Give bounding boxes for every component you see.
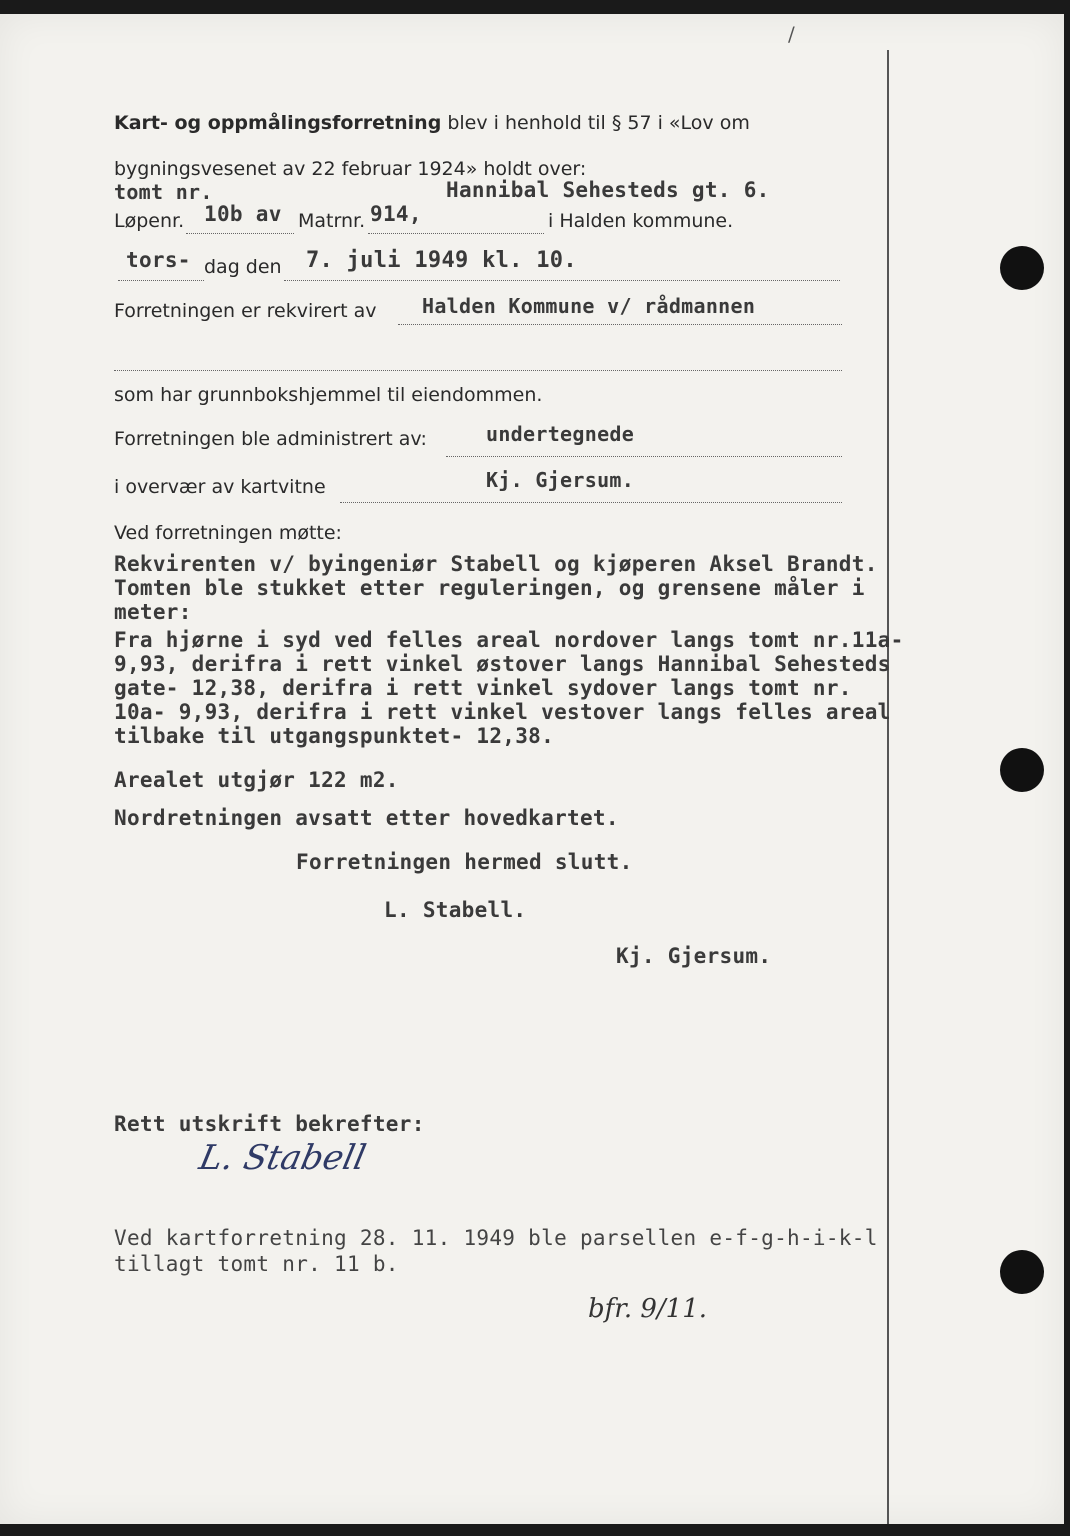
body-line-3: meter: xyxy=(114,600,192,624)
areal-line: Arealet utgjør 122 m2. xyxy=(114,768,399,792)
blank-line-dots xyxy=(114,370,842,371)
kartvitne-value: Kj. Gjersum. xyxy=(486,468,635,492)
punch-hole-middle xyxy=(1000,748,1044,792)
administrert-value: undertegnede xyxy=(486,422,635,446)
signature-typed-1: L. Stabell. xyxy=(384,898,527,922)
matrnr-value: 914, xyxy=(370,202,422,226)
administrert-label: Forretningen ble administrert av: xyxy=(114,428,427,450)
signature-typed-2: Kj. Gjersum. xyxy=(616,944,772,968)
pencil-note: bfr. 9/11. xyxy=(588,1294,708,1324)
body-line-6: gate- 12,38, derifra i rett vinkel sydover langs tomt nr. xyxy=(114,676,852,700)
date-value: 7. juli 1949 kl. 10. xyxy=(306,248,577,273)
lopenr-value: 10b av xyxy=(204,202,282,226)
document-page xyxy=(0,14,1064,1524)
tomt-address: Hannibal Sehesteds gt. 6. xyxy=(446,178,770,202)
certification-label: Rett utskrift bekrefter: xyxy=(114,1112,425,1136)
rekvirert-label: Forretningen er rekvirert av xyxy=(114,300,377,322)
body-line-1: Rekvirenten v/ byingeniør Stabell og kjøperen Aksel Brandt. xyxy=(114,552,878,576)
grunnbok-label: som har grunnbokshjemmel til eiendommen. xyxy=(114,384,543,406)
form-heading-rest: blev i henhold til § 57 i «Lov om xyxy=(447,112,750,134)
handwritten-signature: L. Stabell xyxy=(195,1138,370,1178)
note-line-2: tillagt tomt nr. 11 b. xyxy=(114,1252,399,1276)
margin-rule xyxy=(887,50,889,1524)
form-heading xyxy=(114,112,750,134)
lopenr-dots xyxy=(186,233,294,234)
body-line-5: 9,93, derifra i rett vinkel østover langs Hannibal Sehesteds xyxy=(114,652,891,676)
tomt-nr-label: tomt nr. xyxy=(114,180,213,204)
day-dots xyxy=(118,280,204,281)
form-heading-bold: Kart- og oppmålingsforretning xyxy=(114,112,442,134)
note-line-1: Ved kartforretning 28. 11. 1949 ble parsellen e-f-g-h-i-k-l xyxy=(114,1226,878,1250)
nordretning-line: Nordretningen avsatt etter hovedkartet. xyxy=(114,806,619,830)
body-line-7: 10a- 9,93, derifra i rett vinkel vestover langs felles areal xyxy=(114,700,891,724)
kartvitne-label: i overvær av kartvitne xyxy=(114,476,326,498)
matrnr-label: Matrnr. xyxy=(298,210,366,232)
kartvitne-dots xyxy=(340,502,842,503)
form-line-2: bygningsvesenet av 22 februar 1924» holdt over: xyxy=(114,158,587,180)
pen-mark: / xyxy=(788,22,795,46)
body-line-4: Fra hjørne i syd ved felles areal nordover langs tomt nr.11a- xyxy=(114,628,904,652)
date-dots xyxy=(284,280,840,281)
punch-hole-bottom xyxy=(1000,1250,1044,1294)
matrnr-dots xyxy=(368,233,544,234)
slutt-line: Forretningen hermed slutt. xyxy=(296,850,633,874)
rekvirert-dots xyxy=(398,324,842,325)
motte-label: Ved forretningen møtte: xyxy=(114,522,342,544)
administrert-dots xyxy=(446,456,842,457)
body-line-8: tilbake til utgangspunktet- 12,38. xyxy=(114,724,555,748)
kommune-label: i Halden kommune. xyxy=(548,210,734,232)
lopenr-label: Løpenr. xyxy=(114,210,185,232)
dag-den-label: dag den xyxy=(204,256,282,278)
day-value: tors- xyxy=(126,248,191,272)
rekvirert-value: Halden Kommune v/ rådmannen xyxy=(422,294,756,318)
body-line-2: Tomten ble stukket etter reguleringen, og grensene måler i xyxy=(114,576,865,600)
punch-hole-top xyxy=(1000,246,1044,290)
